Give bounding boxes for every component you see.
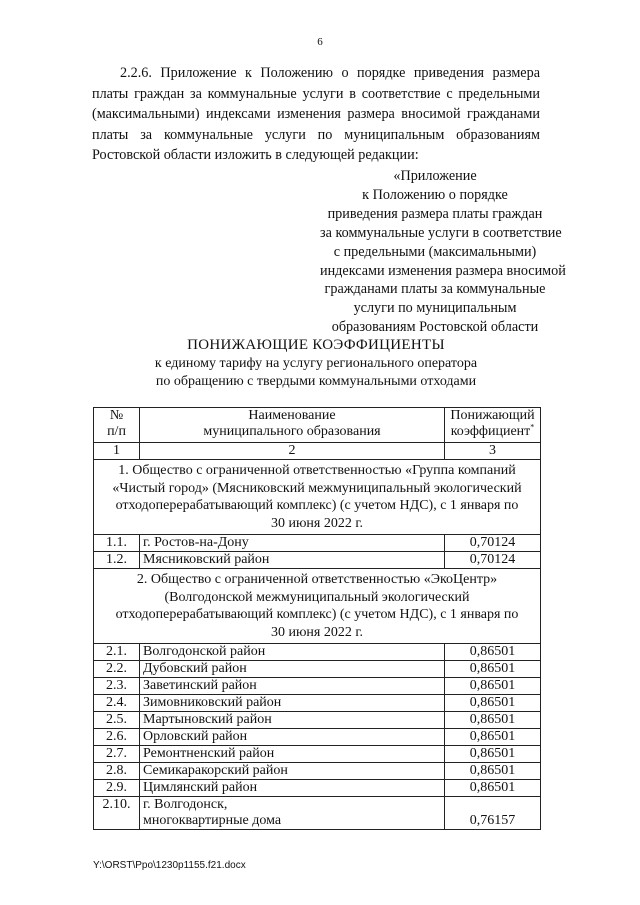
table-row xyxy=(94,535,541,552)
row-value: 0,86501 xyxy=(445,712,541,729)
table-row xyxy=(94,729,541,746)
row-value: 0,86501 xyxy=(445,763,541,780)
column-number: 2 xyxy=(140,443,445,460)
row-num: 2.2. xyxy=(94,661,140,678)
row-num: 2.7. xyxy=(94,746,140,763)
row-name-line: г. Волгодонск, xyxy=(143,797,228,812)
appendix-line: образованиям Ростовской области xyxy=(331,319,539,336)
row-value: 0,70124 xyxy=(445,535,541,552)
row-name-line: многоквартирные дома xyxy=(143,813,282,828)
table-row xyxy=(94,552,541,569)
row-value: 0,76157 xyxy=(445,797,541,830)
heading-subtitle: по обращению с твердыми коммунальными отходами xyxy=(155,373,477,389)
row-value: 0,86501 xyxy=(445,780,541,797)
appendix-line: услуги по муниципальным xyxy=(353,300,517,317)
intro-paragraph xyxy=(92,63,540,166)
table-row xyxy=(94,763,541,780)
header-coef xyxy=(445,408,541,443)
row-name xyxy=(140,797,445,830)
table-row xyxy=(94,746,541,763)
header-name xyxy=(140,408,445,443)
intro-text: 2.2.6. Приложение к Положению о порядке приведения размера платы граждан за коммунальные услуги в соответствие с предельными (максимальными) индексами изменения размера вносимой гражданами платы за коммунальные услуги по муниципальным образованиям Ростовской области изложить в следующей редакции: xyxy=(92,65,540,163)
header-coef-line: Понижающий xyxy=(450,408,535,423)
row-value: 0,86501 xyxy=(445,746,541,763)
row-value: 0,86501 xyxy=(445,661,541,678)
header-name-line: муниципального образования xyxy=(203,423,381,439)
header-num xyxy=(94,408,140,443)
row-name: Мартыновский район xyxy=(140,712,445,729)
appendix-line: к Положению о порядке xyxy=(362,186,508,203)
appendix-line: с предельными (максимальными) xyxy=(333,243,537,260)
row-name: Мясниковский район xyxy=(140,552,445,569)
coefficients-table xyxy=(93,407,541,830)
row-value: 0,70124 xyxy=(445,552,541,569)
row-num: 2.6. xyxy=(94,729,140,746)
row-num: 1.1. xyxy=(94,535,140,552)
row-name: Орловский район xyxy=(140,729,445,746)
header-num-line: п/п xyxy=(107,423,126,439)
table-row xyxy=(94,661,541,678)
table-row xyxy=(94,797,541,830)
page-number: 6 xyxy=(317,36,323,48)
table-row xyxy=(94,712,541,729)
row-num: 1.2. xyxy=(94,552,140,569)
table-header-row xyxy=(94,408,541,443)
group-row xyxy=(94,569,541,644)
header-name-line: Наименование xyxy=(248,408,336,423)
row-value: 0,86501 xyxy=(445,678,541,695)
appendix-line: «Приложение xyxy=(393,168,477,184)
footnote-mark: * xyxy=(530,421,535,431)
row-name: Заветинский район xyxy=(140,678,445,695)
appendix-line: приведения размера платы граждан xyxy=(327,205,543,222)
group-title: 2. Общество с ограниченной ответственностью «ЭкоЦентр» (Волгодонской межмуниципальный экологический отходоперерабатывающий комплекс) (с учетом НДС), с 1 января по 30 июня 2022 г. xyxy=(94,569,541,644)
row-name: Ремонтненский район xyxy=(140,746,445,763)
appendix-caption xyxy=(320,167,566,337)
table-row xyxy=(94,678,541,695)
column-number: 1 xyxy=(94,443,140,460)
row-num: 2.3. xyxy=(94,678,140,695)
header-num-line: № xyxy=(109,408,124,423)
row-value: 0,86501 xyxy=(445,695,541,712)
column-number: 3 xyxy=(445,443,541,460)
table-row xyxy=(94,780,541,797)
heading-title: ПОНИЖАЮЩИЕ КОЭФФИЦИЕНТЫ xyxy=(187,337,445,353)
row-name: Волгодонской район xyxy=(140,644,445,661)
row-value: 0,86501 xyxy=(445,729,541,746)
group-row xyxy=(94,460,541,535)
row-name: Цимлянский район xyxy=(140,780,445,797)
row-num: 2.5. xyxy=(94,712,140,729)
row-num: 2.8. xyxy=(94,763,140,780)
heading-subtitle: к единому тарифу на услугу регионального оператора xyxy=(154,356,478,371)
column-number-row xyxy=(94,443,541,460)
row-name: Дубовский район xyxy=(140,661,445,678)
table-row xyxy=(94,695,541,712)
table-heading xyxy=(92,336,540,390)
appendix-line: гражданами платы за коммунальные xyxy=(324,281,546,298)
row-value: 0,86501 xyxy=(445,644,541,661)
row-num: 2.9. xyxy=(94,780,140,797)
row-num: 2.1. xyxy=(94,644,140,661)
row-num: 2.4. xyxy=(94,695,140,712)
row-name: г. Ростов-на-Дону xyxy=(140,535,445,552)
header-coef-line xyxy=(448,421,537,440)
row-name: Семикаракорский район xyxy=(140,763,445,780)
appendix-line: индексами изменения размера вносимой xyxy=(320,262,566,279)
header-coef-text: коэффициент xyxy=(450,423,531,439)
row-num: 2.10. xyxy=(94,797,140,830)
table-row xyxy=(94,644,541,661)
group-title: 1. Общество с ограниченной ответственностью «Группа компаний «Чистый город» (Мясниковский межмуниципальный экологический отходоперерабатывающий комплекс) (с учетом НДС), с 1 января по 30 июня 2022 г. xyxy=(94,460,541,535)
row-name: Зимовниковский район xyxy=(140,695,445,712)
footer-file-path: Y:\ORST\Ppo\1230p1155.f21.docx xyxy=(93,860,246,871)
appendix-line: за коммунальные услуги в соответствие xyxy=(320,224,562,241)
